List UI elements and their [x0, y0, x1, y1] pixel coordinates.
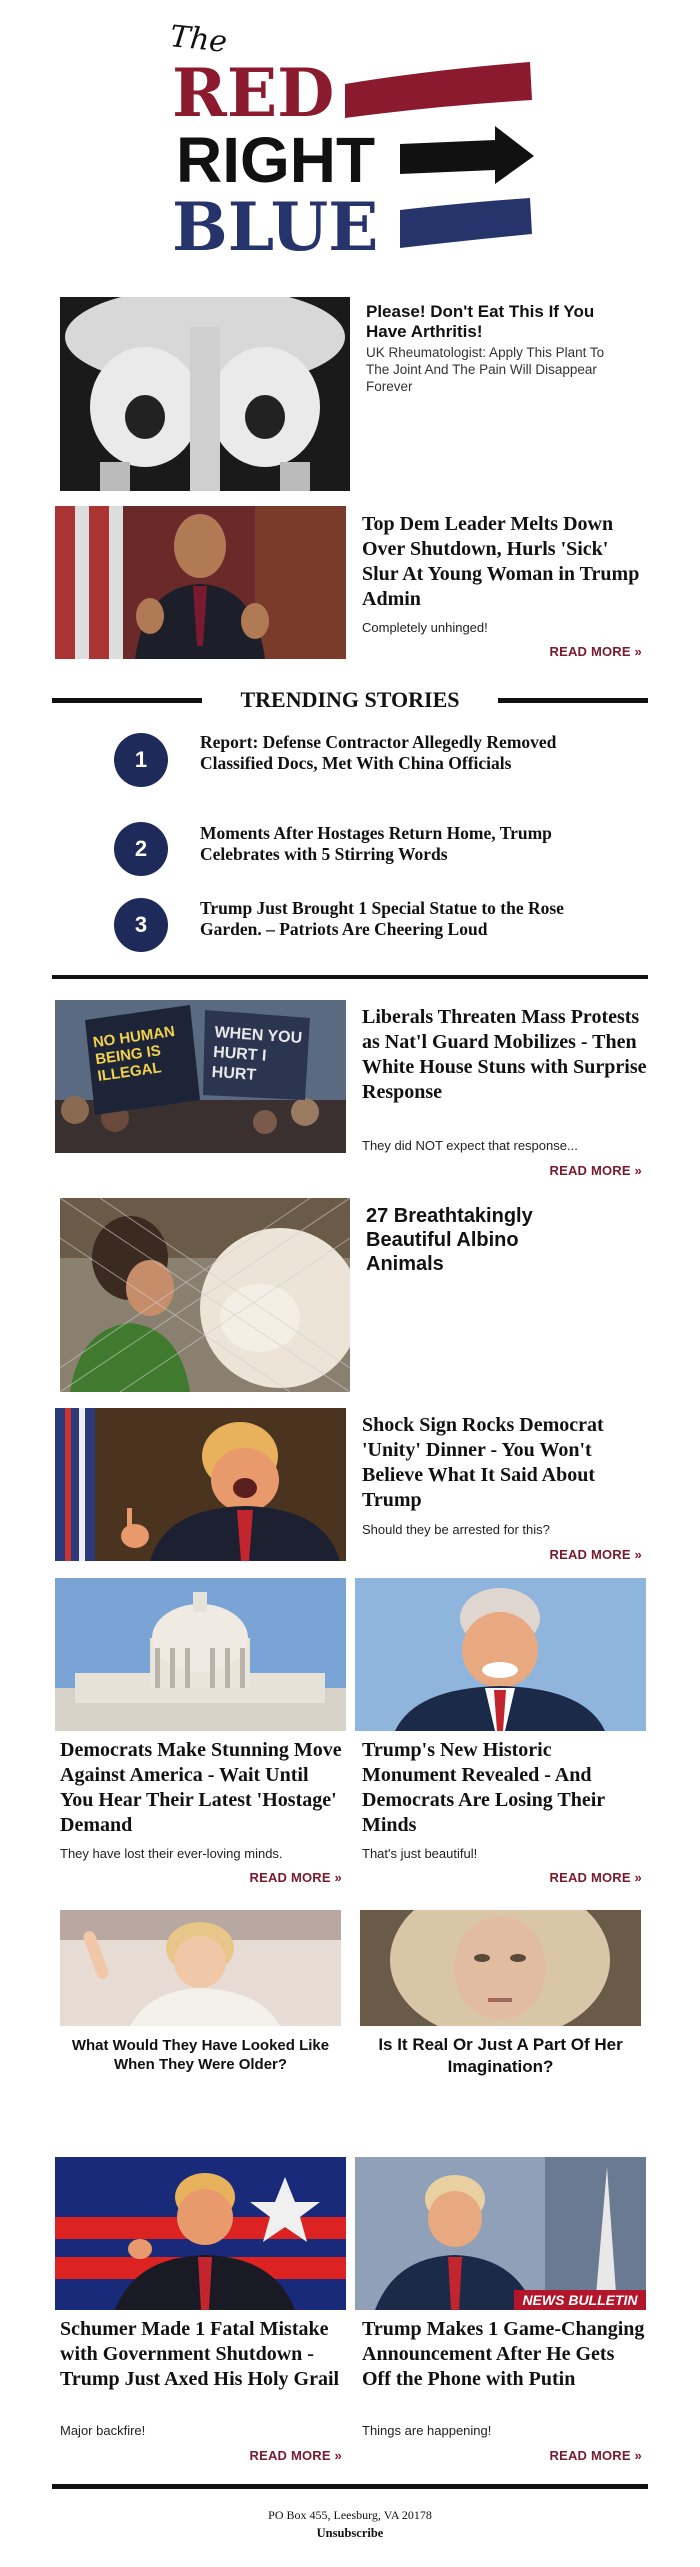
ad-arthritis-title[interactable]: Please! Don't Eat This If You Have Arthritis! [366, 302, 595, 341]
story-putin-call-read-more[interactable]: READ MORE » [549, 2448, 642, 2463]
unsubscribe-link[interactable]: Unsubscribe [316, 2526, 384, 2540]
trending-heading: TRENDING STORIES [240, 687, 460, 712]
ad-albino-image[interactable] [60, 1198, 350, 1392]
story-hostage-demand-read-more[interactable]: READ MORE » [249, 1870, 342, 1885]
ad-arthritis-subtitle[interactable]: UK Rheumatologist: Apply This Plant To The Joint And The Pain Will Disappear Forever [366, 345, 605, 394]
ad-arthritis-image[interactable] [60, 297, 350, 491]
ad-older-image[interactable] [60, 1910, 341, 2026]
story-putin-call-image[interactable] [355, 2157, 646, 2310]
story-unity-dinner-headline[interactable]: Shock Sign Rocks Democrat 'Unity' Dinner - You Won't Believe What It Said About Trump [362, 1414, 604, 1511]
protest-sign-right: WHEN YOU HURT I HURT [211, 1024, 303, 1084]
story-schumer-headline[interactable]: Schumer Made 1 Fatal Mistake with Government Shutdown - Trump Just Axed His Holy Grail [60, 2318, 340, 2390]
story-schumer-image[interactable] [55, 2157, 346, 2310]
story-putin-call-blurb: Things are happening! [362, 2423, 492, 2438]
logo-red: RED [172, 54, 335, 132]
trending-bottom-rule [52, 975, 648, 979]
trending-item-3[interactable]: Trump Just Brought 1 Special Statue to the Rose Garden. – Patriots Are Cheering Loud [200, 898, 564, 939]
story-monument-image[interactable] [355, 1578, 646, 1731]
logo-right: RIGHT [176, 124, 376, 196]
story-monument-blurb: That's just beautiful! [362, 1846, 478, 1861]
trending-item-1[interactable]: Report: Defense Contractor Allegedly Removed Classified Docs, Met With China Officials [200, 732, 557, 773]
footer-rule [52, 2484, 648, 2489]
story-hostage-demand-blurb: They have lost their ever-loving minds. [60, 1846, 283, 1861]
trending-number-2: 2 [114, 822, 168, 876]
story-unity-dinner-read-more[interactable]: READ MORE » [549, 1547, 642, 1562]
story-unity-dinner-image[interactable] [55, 1408, 346, 1561]
trending-number-3: 3 [114, 898, 168, 952]
story-unity-dinner-blurb: Should they be arrested for this? [362, 1522, 550, 1537]
story-protests-headline[interactable]: Liberals Threaten Mass Protests as Nat'l Guard Mobilizes - Then White House Stuns with Surprise Response [362, 1006, 647, 1103]
story-monument-read-more[interactable]: READ MORE » [549, 1870, 642, 1885]
story-protests-blurb: They did NOT expect that response... [362, 1138, 578, 1153]
logo-the: The [168, 19, 229, 60]
story-putin-call-headline[interactable]: Trump Makes 1 Game-Changing Announcement After He Gets Off the Phone with Putin [362, 2318, 645, 2390]
story-protests-image[interactable] [55, 1000, 346, 1153]
story-protests-read-more[interactable]: READ MORE » [549, 1163, 642, 1178]
story-hostage-demand-image[interactable] [55, 1578, 346, 1731]
ad-older-title[interactable]: What Would They Have Looked Like When They Were Older? [71, 2037, 330, 2073]
story-dem-leader-headline[interactable]: Top Dem Leader Melts Down Over Shutdown, Hurls 'Sick' Slur At Young Woman in Trump Admin [362, 513, 640, 610]
story-dem-leader-image[interactable] [55, 506, 346, 659]
protest-sign-left: NO HUMAN BEING IS ILLEGAL [91, 1023, 176, 1086]
story-hostage-demand-headline[interactable]: Democrats Make Stunning Move Against America - Wait Until You Hear Their Latest 'Hostage' Demand [60, 1739, 342, 1836]
ad-albino-title[interactable]: 27 Breathtakingly Beautiful Albino Animals [366, 1205, 533, 1275]
news-bulletin-banner: NEWS BULLETIN [514, 2290, 646, 2310]
story-dem-leader-blurb: Completely unhinged! [362, 620, 488, 635]
site-logo[interactable] [168, 19, 540, 272]
ad-imagination-image[interactable] [360, 1910, 641, 2026]
story-monument-headline[interactable]: Trump's New Historic Monument Revealed - And Democrats Are Losing Their Minds [362, 1739, 605, 1836]
story-dem-leader-read-more[interactable]: READ MORE » [549, 644, 642, 659]
trending-left-rule [52, 698, 202, 703]
story-schumer-read-more[interactable]: READ MORE » [249, 2448, 342, 2463]
story-schumer-blurb: Major backfire! [60, 2423, 146, 2438]
ad-imagination-title[interactable]: Is It Real Or Just A Part Of Her Imagination? [378, 2035, 623, 2076]
trending-number-1: 1 [114, 733, 168, 787]
logo-blue: BLUE [172, 188, 379, 266]
footer-address: PO Box 455, Leesburg, VA 20178 [268, 2508, 432, 2522]
trending-item-2[interactable]: Moments After Hostages Return Home, Trump Celebrates with 5 Stirring Words [200, 823, 552, 864]
trending-right-rule [498, 698, 648, 703]
